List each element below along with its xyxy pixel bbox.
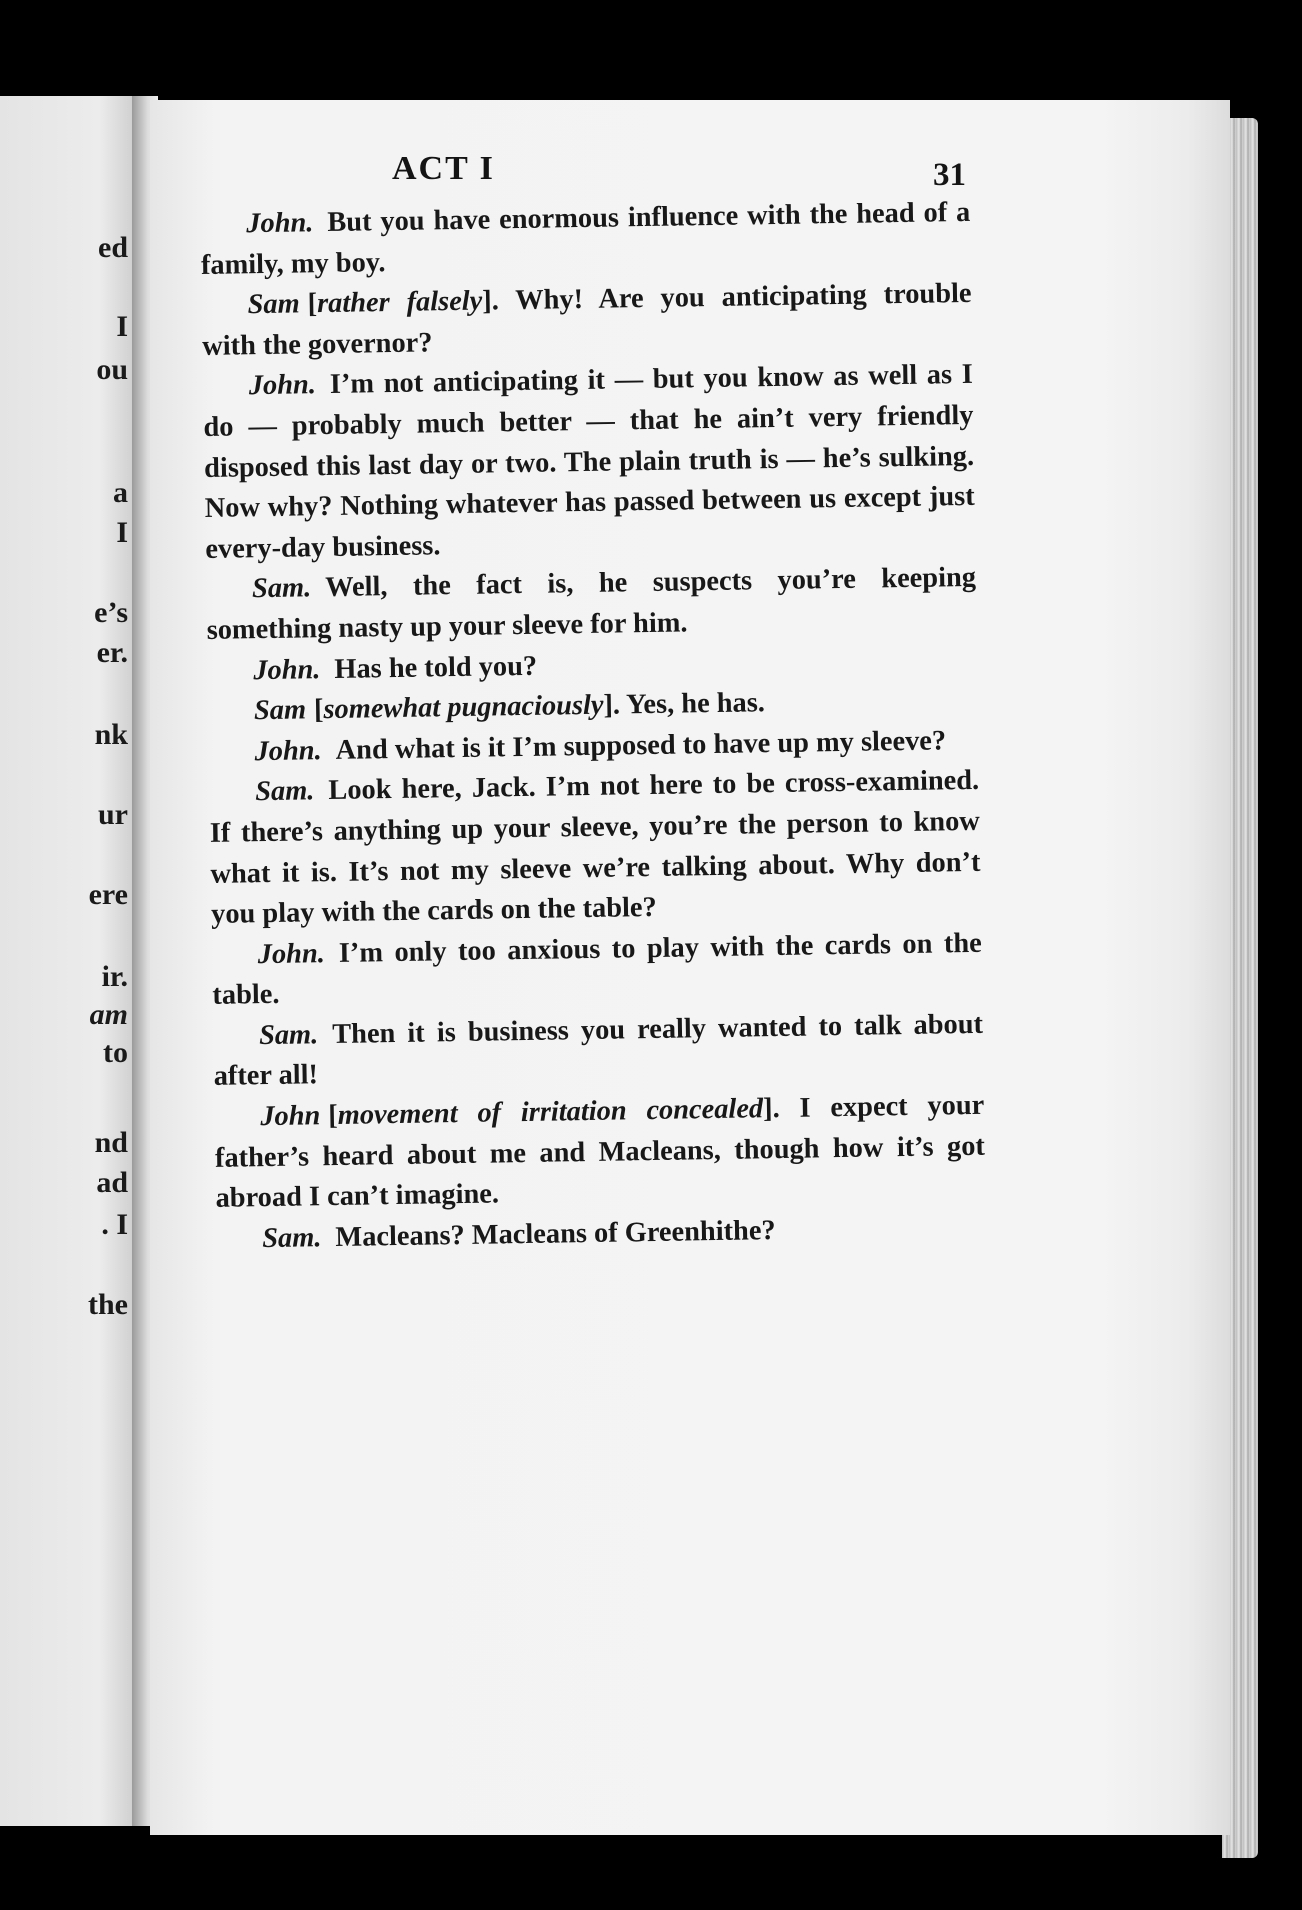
speaker-name: John. <box>257 937 326 970</box>
speaker-name: John. <box>253 653 321 686</box>
previous-page-fragment: ur <box>98 798 128 831</box>
stage-direction: rather falsely <box>316 285 483 320</box>
speech-text: Why! Are you anticipating trouble with the governor? <box>201 278 972 362</box>
speech-paragraph <box>209 761 981 935</box>
previous-page-fragment: ir. <box>101 960 128 993</box>
previous-page-fragment: e’s <box>94 596 128 629</box>
previous-page-fragment: I <box>116 516 128 549</box>
speech-text: I’m only too anxious to play with the cards on the table. <box>212 927 982 1012</box>
speech-paragraph: John [movement of irritation concealed]. I expect your father’s heard about me and Macleans, though how it’s got abroad I can’t imagine. <box>214 1089 986 1215</box>
speech-paragraph <box>203 355 976 570</box>
speaker-name: John. <box>246 207 314 240</box>
previous-page-fragment: ere <box>88 878 128 911</box>
previous-page-fragment: ou <box>96 353 128 386</box>
page-number: 31 <box>933 157 966 193</box>
previous-page-fragment: er. <box>96 636 128 669</box>
stage-direction: movement of irritation concealed <box>337 1093 764 1132</box>
speech-text: I’m not anticipating it — but you know as well as I do — probably much better — that he ain’t very friendly disposed this last day or two. The plain truth is — he’s sulking. Now why? Nothing whatever has passed between us except just every-day business. <box>203 359 975 565</box>
previous-page-fragment: ad <box>96 1166 128 1199</box>
speech-text: Well, the fact is, he suspects you’re keeping something nasty up your sleeve for him. <box>206 562 977 646</box>
speech-paragraph <box>213 1005 984 1098</box>
speaker-name: Sam. <box>258 1019 319 1052</box>
previous-page-fragment: to <box>103 1036 128 1069</box>
speech-paragraph <box>211 924 982 1017</box>
speaker-name: John <box>260 1100 321 1133</box>
speaker-name: Sam <box>253 694 307 727</box>
speech-paragraph: Sam [rather falsely]. Why! Are you anticipating trouble with the governor? <box>201 278 972 362</box>
stage-direction: somewhat pugnaciously <box>323 689 604 726</box>
speech-text: But you have enormous influence with the head of a family, my boy. <box>200 196 971 281</box>
running-head: ACT I <box>392 150 495 187</box>
speaker-name: John. <box>248 369 317 402</box>
speaker-name: Sam <box>247 288 300 321</box>
speech-text: Has he told you? <box>334 650 538 685</box>
previous-page-fragment: I <box>116 310 128 343</box>
speech-paragraph: Sam [somewhat pugnaciously]. Yes, he has. <box>253 687 766 727</box>
speech-paragraph <box>200 193 971 286</box>
speech-text: Look here, Jack. I’m not here to be cross-examined. If there’s anything up your sleeve, you’re the person to know what it is. It’s not my sleeve we’re talking about. Why don’t you play with the cards on the table? <box>209 765 981 931</box>
previous-page-fragment: the <box>88 1288 128 1321</box>
speech-text: I expect your father’s heard about me and Macleans, though how it’s got abroad I can’t imagine. <box>214 1089 986 1215</box>
play-text <box>200 193 986 1260</box>
previous-page-fragment: am <box>89 998 128 1031</box>
previous-page-fragment: . I <box>101 1208 128 1241</box>
speech-paragraph <box>206 558 977 651</box>
previous-page-fragment: nd <box>94 1126 128 1159</box>
speech-text: Then it is business you really wanted to talk about after all! <box>213 1008 984 1093</box>
previous-page-fragment: nk <box>94 718 128 751</box>
previous-page-fragment: ed <box>98 231 128 264</box>
speaker-name: Sam. <box>251 572 312 605</box>
speech-text: Macleans? Macleans of Greenhithe? <box>335 1214 776 1253</box>
speech-text: Yes, he has. <box>625 687 766 721</box>
previous-page <box>0 96 142 1826</box>
previous-page-fragment: a <box>113 476 128 509</box>
speaker-name: John. <box>254 734 322 767</box>
speaker-name: Sam. <box>254 775 315 808</box>
speech-text: And what is it I’m supposed to have up my sleeve? <box>335 725 947 766</box>
speaker-name: Sam. <box>261 1222 322 1254</box>
